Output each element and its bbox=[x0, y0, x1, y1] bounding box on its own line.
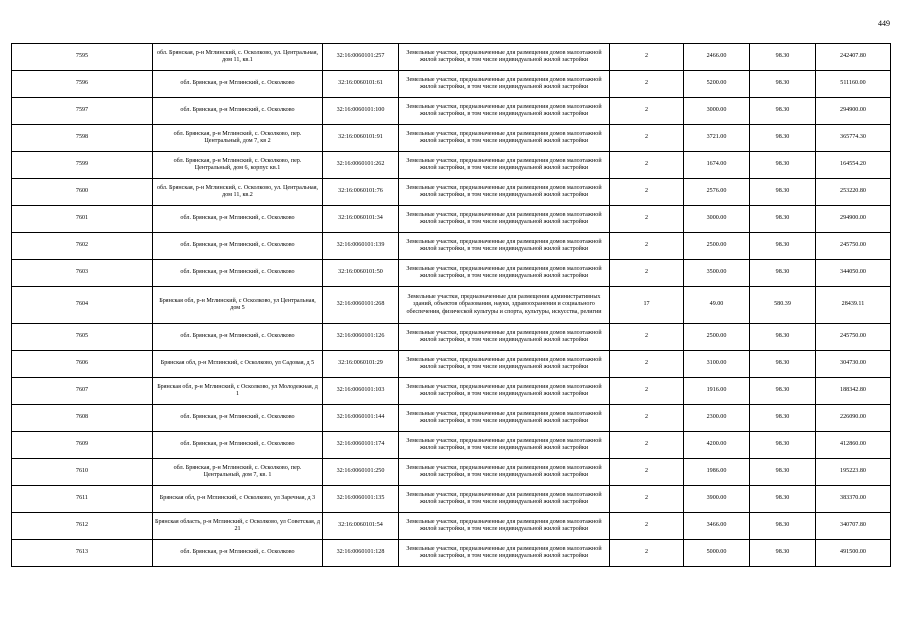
address-cell: обл. Брянская, р-н Мглинский, с. Осколково, ул. Центральная, дом 11, кв.2 bbox=[153, 179, 323, 206]
area-cell: 3721.00 bbox=[684, 125, 750, 152]
area-cell: 49.00 bbox=[684, 287, 750, 324]
group-code-cell: 2 bbox=[610, 71, 684, 98]
specific-value-cell: 98.30 bbox=[750, 206, 816, 233]
group-code-cell: 2 bbox=[610, 125, 684, 152]
permitted-use-cell: Земельные участки, предназначенные для размещения домов малоэтажной жилой застройки, в том числе индивидуальной жилой застройки bbox=[399, 432, 610, 459]
row-number-cell: 7605 bbox=[12, 324, 153, 351]
cadastral-value-cell: 253220.80 bbox=[816, 179, 891, 206]
specific-value-cell: 98.30 bbox=[750, 71, 816, 98]
area-cell: 1916.00 bbox=[684, 378, 750, 405]
specific-value-cell: 98.30 bbox=[750, 179, 816, 206]
specific-value-cell: 98.30 bbox=[750, 44, 816, 71]
cadastral-number-cell: 32:16:0060101:139 bbox=[323, 233, 399, 260]
address-cell: обл. Брянская, р-н Мглинский, с. Осколково, пер. Центральный, дом 7, кв 2 bbox=[153, 125, 323, 152]
permitted-use-cell: Земельные участки, предназначенные для размещения домов малоэтажной жилой застройки, в том числе индивидуальной жилой застройки bbox=[399, 513, 610, 540]
area-cell: 3000.00 bbox=[684, 98, 750, 125]
row-number-cell: 7599 bbox=[12, 152, 153, 179]
area-cell: 3466.00 bbox=[684, 513, 750, 540]
table-row bbox=[12, 432, 891, 459]
row-number-cell: 7606 bbox=[12, 351, 153, 378]
cadastral-value-cell: 344050.00 bbox=[816, 260, 891, 287]
cadastral-number-cell: 32:16:0060101:257 bbox=[323, 44, 399, 71]
group-code-cell: 2 bbox=[610, 233, 684, 260]
cadastral-number-cell: 32:16:0060101:174 bbox=[323, 432, 399, 459]
cadastral-value-cell: 383370.00 bbox=[816, 486, 891, 513]
address-cell: обл. Брянская, р-н Мглинский, с. Осколково bbox=[153, 206, 323, 233]
cadastral-value-cell: 412860.00 bbox=[816, 432, 891, 459]
table-row bbox=[12, 98, 891, 125]
cadastral-value-cell: 304730.00 bbox=[816, 351, 891, 378]
group-code-cell: 2 bbox=[610, 378, 684, 405]
area-cell: 3100.00 bbox=[684, 351, 750, 378]
area-cell: 1986.00 bbox=[684, 459, 750, 486]
specific-value-cell: 98.30 bbox=[750, 260, 816, 287]
cadastral-value-cell: 28439.11 bbox=[816, 287, 891, 324]
specific-value-cell: 98.30 bbox=[750, 432, 816, 459]
permitted-use-cell: Земельные участки, предназначенные для размещения административных зданий, объектов образования, науки, здравоохранения и социального обеспечения, физической культуры и спорта, культуры, искусства, религии bbox=[399, 287, 610, 324]
address-cell: обл. Брянская, р-н Мглинский, с. Осколково bbox=[153, 233, 323, 260]
group-code-cell: 2 bbox=[610, 432, 684, 459]
address-cell: Брянская обл, р-н Мглинский, с Осколково, ул Садовая, д 5 bbox=[153, 351, 323, 378]
cadastral-value-cell: 365774.30 bbox=[816, 125, 891, 152]
row-number-cell: 7612 bbox=[12, 513, 153, 540]
cadastral-value-cell: 294900.00 bbox=[816, 206, 891, 233]
cadastral-number-cell: 32:16:0060101:128 bbox=[323, 540, 399, 567]
row-number-cell: 7613 bbox=[12, 540, 153, 567]
address-cell: обл. Брянская, р-н Мглинский, с. Осколково bbox=[153, 98, 323, 125]
area-cell: 3900.00 bbox=[684, 486, 750, 513]
cadastral-value-cell: 226090.00 bbox=[816, 405, 891, 432]
cadastral-number-cell: 32:16:0060101:135 bbox=[323, 486, 399, 513]
table-row bbox=[12, 540, 891, 567]
permitted-use-cell: Земельные участки, предназначенные для размещения домов малоэтажной жилой застройки, в том числе индивидуальной жилой застройки bbox=[399, 405, 610, 432]
permitted-use-cell: Земельные участки, предназначенные для размещения домов малоэтажной жилой застройки, в том числе индивидуальной жилой застройки bbox=[399, 459, 610, 486]
table-row bbox=[12, 179, 891, 206]
cadastral-value-cell: 245750.00 bbox=[816, 324, 891, 351]
specific-value-cell: 580.39 bbox=[750, 287, 816, 324]
cadastral-number-cell: 32:16:0060101:29 bbox=[323, 351, 399, 378]
cadastral-value-cell: 491500.00 bbox=[816, 540, 891, 567]
specific-value-cell: 98.30 bbox=[750, 125, 816, 152]
permitted-use-cell: Земельные участки, предназначенные для размещения домов малоэтажной жилой застройки, в том числе индивидуальной жилой застройки bbox=[399, 44, 610, 71]
group-code-cell: 2 bbox=[610, 206, 684, 233]
row-number-cell: 7603 bbox=[12, 260, 153, 287]
specific-value-cell: 98.30 bbox=[750, 351, 816, 378]
row-number-cell: 7600 bbox=[12, 179, 153, 206]
row-number-cell: 7596 bbox=[12, 71, 153, 98]
table-row bbox=[12, 378, 891, 405]
row-number-cell: 7610 bbox=[12, 459, 153, 486]
row-number-cell: 7602 bbox=[12, 233, 153, 260]
group-code-cell: 17 bbox=[610, 287, 684, 324]
table-row bbox=[12, 513, 891, 540]
area-cell: 2576.00 bbox=[684, 179, 750, 206]
row-number-cell: 7608 bbox=[12, 405, 153, 432]
address-cell: Брянская обл, р-н Мглинский, с Осколково, ул Центральная, дом 5 bbox=[153, 287, 323, 324]
specific-value-cell: 98.30 bbox=[750, 152, 816, 179]
table-row bbox=[12, 324, 891, 351]
area-cell: 2500.00 bbox=[684, 324, 750, 351]
group-code-cell: 2 bbox=[610, 179, 684, 206]
area-cell: 3500.00 bbox=[684, 260, 750, 287]
address-cell: обл. Брянская, р-н Мглинский, с. Осколково bbox=[153, 540, 323, 567]
cadastral-value-cell: 511160.00 bbox=[816, 71, 891, 98]
specific-value-cell: 98.30 bbox=[750, 486, 816, 513]
cadastral-number-cell: 32:16:0060101:61 bbox=[323, 71, 399, 98]
table-row bbox=[12, 287, 891, 324]
page-number: 449 bbox=[878, 19, 890, 28]
address-cell: обл. Брянская, р-н Мглинский, с. Осколково bbox=[153, 260, 323, 287]
cadastral-number-cell: 32:16:0060101:250 bbox=[323, 459, 399, 486]
area-cell: 2466.00 bbox=[684, 44, 750, 71]
permitted-use-cell: Земельные участки, предназначенные для размещения домов малоэтажной жилой застройки, в том числе индивидуальной жилой застройки bbox=[399, 206, 610, 233]
group-code-cell: 2 bbox=[610, 260, 684, 287]
row-number-cell: 7609 bbox=[12, 432, 153, 459]
row-number-cell: 7598 bbox=[12, 125, 153, 152]
cadastral-value-cell: 164554.20 bbox=[816, 152, 891, 179]
permitted-use-cell: Земельные участки, предназначенные для размещения домов малоэтажной жилой застройки, в том числе индивидуальной жилой застройки bbox=[399, 540, 610, 567]
cadastral-value-cell: 195223.80 bbox=[816, 459, 891, 486]
specific-value-cell: 98.30 bbox=[750, 540, 816, 567]
cadastral-number-cell: 32:16:0060101:91 bbox=[323, 125, 399, 152]
group-code-cell: 2 bbox=[610, 486, 684, 513]
cadastral-number-cell: 32:16:0060101:103 bbox=[323, 378, 399, 405]
cadastral-number-cell: 32:16:0060101:100 bbox=[323, 98, 399, 125]
cadastral-value-cell: 294900.00 bbox=[816, 98, 891, 125]
specific-value-cell: 98.30 bbox=[750, 405, 816, 432]
specific-value-cell: 98.30 bbox=[750, 459, 816, 486]
area-cell: 1674.00 bbox=[684, 152, 750, 179]
group-code-cell: 2 bbox=[610, 540, 684, 567]
group-code-cell: 2 bbox=[610, 459, 684, 486]
cadastral-number-cell: 32:16:0060101:262 bbox=[323, 152, 399, 179]
table-body bbox=[12, 44, 891, 567]
table-row bbox=[12, 152, 891, 179]
address-cell: обл. Брянская, р-н Мглинский, с. Осколково bbox=[153, 405, 323, 432]
table-row bbox=[12, 206, 891, 233]
group-code-cell: 2 bbox=[610, 98, 684, 125]
cadastral-number-cell: 32:16:0060101:268 bbox=[323, 287, 399, 324]
permitted-use-cell: Земельные участки, предназначенные для размещения домов малоэтажной жилой застройки, в том числе индивидуальной жилой застройки bbox=[399, 179, 610, 206]
cadastral-number-cell: 32:16:0060101:34 bbox=[323, 206, 399, 233]
permitted-use-cell: Земельные участки, предназначенные для размещения домов малоэтажной жилой застройки, в том числе индивидуальной жилой застройки bbox=[399, 71, 610, 98]
table-row bbox=[12, 233, 891, 260]
table-row bbox=[12, 125, 891, 152]
row-number-cell: 7601 bbox=[12, 206, 153, 233]
address-cell: обл. Брянская, р-н Мглинский, с. Осколково bbox=[153, 432, 323, 459]
permitted-use-cell: Земельные участки, предназначенные для размещения домов малоэтажной жилой застройки, в том числе индивидуальной жилой застройки bbox=[399, 152, 610, 179]
table-row bbox=[12, 459, 891, 486]
cadastral-value-cell: 245750.00 bbox=[816, 233, 891, 260]
group-code-cell: 2 bbox=[610, 351, 684, 378]
group-code-cell: 2 bbox=[610, 405, 684, 432]
cadastral-number-cell: 32:16:0060101:126 bbox=[323, 324, 399, 351]
permitted-use-cell: Земельные участки, предназначенные для размещения домов малоэтажной жилой застройки, в том числе индивидуальной жилой застройки bbox=[399, 351, 610, 378]
address-cell: обл. Брянская, р-н Мглинский, с. Осколково, ул. Центральная, дом 11, кв.1 bbox=[153, 44, 323, 71]
group-code-cell: 2 bbox=[610, 324, 684, 351]
area-cell: 5000.00 bbox=[684, 540, 750, 567]
row-number-cell: 7597 bbox=[12, 98, 153, 125]
cadastral-value-cell: 340707.80 bbox=[816, 513, 891, 540]
row-number-cell: 7611 bbox=[12, 486, 153, 513]
address-cell: обл. Брянская, р-н Мглинский, с. Осколково bbox=[153, 324, 323, 351]
group-code-cell: 2 bbox=[610, 44, 684, 71]
specific-value-cell: 98.30 bbox=[750, 378, 816, 405]
row-number-cell: 7595 bbox=[12, 44, 153, 71]
table-row bbox=[12, 351, 891, 378]
permitted-use-cell: Земельные участки, предназначенные для размещения домов малоэтажной жилой застройки, в том числе индивидуальной жилой застройки bbox=[399, 486, 610, 513]
specific-value-cell: 98.30 bbox=[750, 233, 816, 260]
permitted-use-cell: Земельные участки, предназначенные для размещения домов малоэтажной жилой застройки, в том числе индивидуальной жилой застройки bbox=[399, 378, 610, 405]
cadastral-number-cell: 32:16:0060101:54 bbox=[323, 513, 399, 540]
address-cell: обл. Брянская, р-н Мглинский, с. Осколково bbox=[153, 71, 323, 98]
permitted-use-cell: Земельные участки, предназначенные для размещения домов малоэтажной жилой застройки, в том числе индивидуальной жилой застройки bbox=[399, 98, 610, 125]
specific-value-cell: 98.30 bbox=[750, 324, 816, 351]
table-row bbox=[12, 260, 891, 287]
permitted-use-cell: Земельные участки, предназначенные для размещения домов малоэтажной жилой застройки, в том числе индивидуальной жилой застройки bbox=[399, 233, 610, 260]
group-code-cell: 2 bbox=[610, 513, 684, 540]
address-cell: Брянская обл, р-н Мглинский, с Осколково, ул Заречная, д 3 bbox=[153, 486, 323, 513]
cadastral-number-cell: 32:16:0060101:144 bbox=[323, 405, 399, 432]
table-row bbox=[12, 486, 891, 513]
area-cell: 5200.00 bbox=[684, 71, 750, 98]
area-cell: 2500.00 bbox=[684, 233, 750, 260]
group-code-cell: 2 bbox=[610, 152, 684, 179]
cadastral-value-cell: 188342.80 bbox=[816, 378, 891, 405]
area-cell: 3000.00 bbox=[684, 206, 750, 233]
area-cell: 2300.00 bbox=[684, 405, 750, 432]
address-cell: обл. Брянская, р-н Мглинский, с. Осколково, пер. Центральный, дом 7, кв. 1 bbox=[153, 459, 323, 486]
table-row bbox=[12, 71, 891, 98]
permitted-use-cell: Земельные участки, предназначенные для размещения домов малоэтажной жилой застройки, в том числе индивидуальной жилой застройки bbox=[399, 260, 610, 287]
table-row bbox=[12, 44, 891, 71]
cadastral-number-cell: 32:16:0060101:50 bbox=[323, 260, 399, 287]
cadastral-number-cell: 32:16:0060101:76 bbox=[323, 179, 399, 206]
address-cell: обл. Брянская, р-н Мглинский, с. Осколково, пер. Центральный, дом 6, корпус кв.1 bbox=[153, 152, 323, 179]
specific-value-cell: 98.30 bbox=[750, 513, 816, 540]
row-number-cell: 7607 bbox=[12, 378, 153, 405]
permitted-use-cell: Земельные участки, предназначенные для размещения домов малоэтажной жилой застройки, в том числе индивидуальной жилой застройки bbox=[399, 125, 610, 152]
table-row bbox=[12, 405, 891, 432]
address-cell: Брянская область, р-н Мглинский, с Осколково, ул Советская, д 21 bbox=[153, 513, 323, 540]
address-cell: Брянская обл, р-н Мглинский, с Осколково, ул Молодежная, д 1 bbox=[153, 378, 323, 405]
row-number-cell: 7604 bbox=[12, 287, 153, 324]
area-cell: 4200.00 bbox=[684, 432, 750, 459]
cadastral-value-cell: 242407.80 bbox=[816, 44, 891, 71]
permitted-use-cell: Земельные участки, предназначенные для размещения домов малоэтажной жилой застройки, в том числе индивидуальной жилой застройки bbox=[399, 324, 610, 351]
specific-value-cell: 98.30 bbox=[750, 98, 816, 125]
land-plot-table bbox=[11, 43, 891, 567]
